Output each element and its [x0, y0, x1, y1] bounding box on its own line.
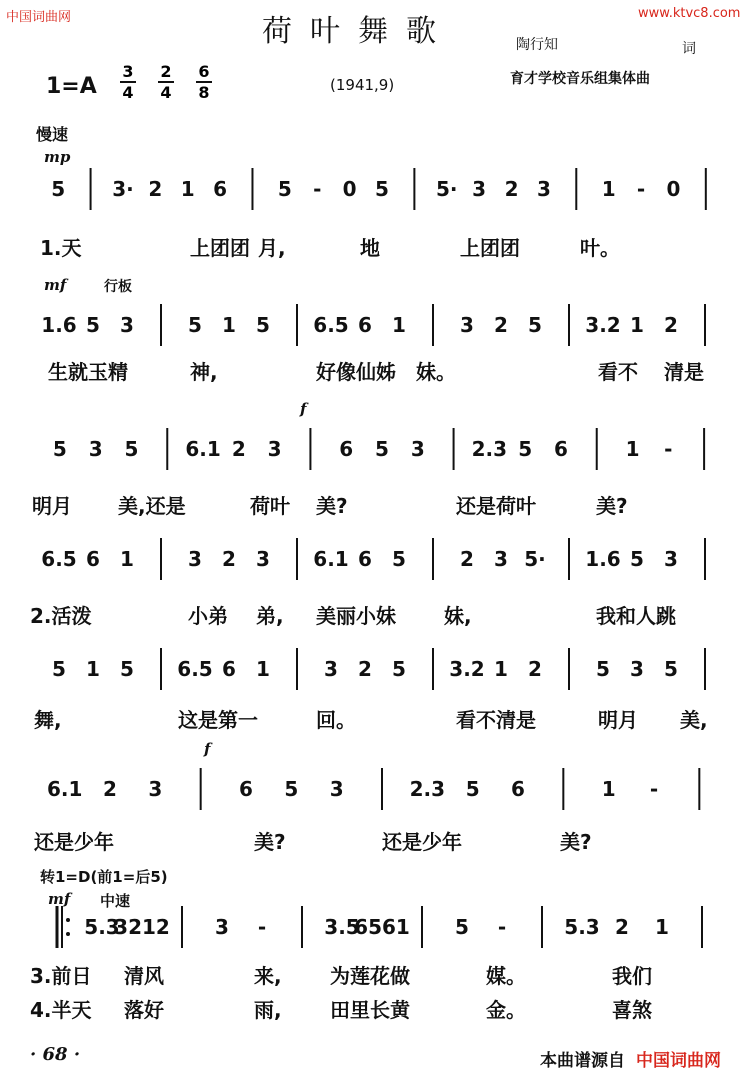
note: 3.2 — [585, 313, 621, 337]
note: 5 — [392, 547, 406, 571]
note: 6 — [222, 657, 236, 681]
note: 3 — [88, 437, 103, 461]
notation-row-2 — [30, 296, 730, 358]
notation-graphic-1 — [30, 160, 730, 222]
note: 1 — [630, 313, 644, 337]
notation-row-6 — [30, 760, 730, 822]
notation-graphic-3 — [30, 420, 730, 482]
note: - — [497, 915, 507, 939]
note: 5· — [524, 547, 546, 571]
note: 6561 — [354, 915, 410, 939]
note: 1 — [601, 177, 616, 201]
lyric-4-5: 妹, — [444, 604, 472, 628]
note: 1 — [222, 313, 236, 337]
note: 6 — [511, 777, 525, 801]
lyric-8-6: 喜煞 — [612, 998, 652, 1022]
note: 6 — [358, 313, 372, 337]
note: - — [257, 915, 267, 939]
note: 0 — [342, 177, 357, 201]
note: 5 — [455, 915, 469, 939]
note: 5 — [664, 657, 678, 681]
notation-graphic-2 — [30, 296, 730, 358]
note: 3 — [329, 777, 344, 801]
note: 1.6 — [585, 547, 621, 571]
notation-graphic-5 — [30, 640, 730, 702]
lyric-3-1: 明月 — [32, 494, 72, 518]
note: 1 — [86, 657, 100, 681]
lyric-3-4: 美? — [316, 494, 348, 518]
note: 3 — [536, 177, 551, 201]
repeat-dot — [66, 918, 70, 922]
note: 1 — [120, 547, 134, 571]
note: 5 — [392, 657, 406, 681]
note: 5 — [465, 777, 480, 801]
note: 3· — [112, 177, 134, 201]
lyric-1-5: 上团团 — [460, 236, 520, 260]
note: 1 — [655, 915, 669, 939]
lyric-4-1: 2.活泼 — [30, 604, 92, 628]
note: - — [636, 177, 646, 201]
note: 5 — [52, 437, 67, 461]
ts3-top: 6 — [198, 62, 210, 81]
note: 5 — [528, 313, 542, 337]
note: 2 — [494, 313, 508, 337]
notation-row-1 — [30, 160, 730, 222]
notation-row-3 — [30, 420, 730, 482]
note: 3 — [324, 657, 338, 681]
ts1-top: 3 — [122, 62, 134, 81]
lyric-1-1: 1.天 — [40, 236, 82, 260]
lyricist: 陶行知 — [516, 37, 558, 53]
lyric-7-6: 我们 — [612, 964, 652, 988]
lyric-7-3: 来, — [254, 964, 282, 988]
date: (1941,9) — [330, 76, 395, 94]
note: 3 — [148, 777, 163, 801]
note: 1 — [601, 777, 616, 801]
note: 5 — [277, 177, 292, 201]
note: 5.3 — [84, 915, 120, 939]
lyric-3-3: 荷叶 — [250, 494, 290, 518]
notation-row-7 — [30, 898, 730, 960]
dynamic-mp: mp — [44, 148, 71, 166]
note: 0 — [666, 177, 681, 201]
lyric-4-6: 我和人跳 — [596, 604, 676, 628]
source-label: 本曲谱源自 — [540, 1051, 625, 1071]
note: 6 — [358, 547, 372, 571]
note: 3.5 — [324, 915, 360, 939]
note: 5 — [375, 177, 389, 201]
note: 3 — [410, 437, 425, 461]
note: 6 — [239, 777, 253, 801]
note: 3 — [630, 657, 644, 681]
composer: 育才学校音乐组集体曲 — [510, 71, 650, 87]
lyric-2-3: 好像仙姊 — [316, 360, 396, 384]
note: 5 — [630, 547, 644, 571]
note: 1 — [625, 437, 640, 461]
lyric-6-1: 还是少年 — [34, 830, 114, 854]
note: 5 — [596, 657, 610, 681]
note: 2 — [103, 777, 117, 801]
lyric-5-4: 看不清是 — [456, 708, 536, 732]
dynamic-f-1: f — [300, 400, 307, 418]
lyric-1-2: 上团团 — [190, 236, 250, 260]
lyric-8-5: 金。 — [486, 998, 526, 1022]
lyric-6-4: 美? — [560, 830, 592, 854]
note: 2.3 — [409, 777, 446, 801]
tempo-moderate: 中速 — [100, 892, 131, 910]
note: 2.3 — [471, 437, 508, 461]
note: 6 — [339, 437, 354, 461]
note: 2 — [615, 915, 629, 939]
lyric-5-2: 这是第一 — [178, 708, 258, 732]
note: 3 — [267, 437, 282, 461]
note: 5 — [284, 777, 299, 801]
lyric-4-4: 美丽小妹 — [316, 604, 396, 628]
note: 2 — [504, 177, 519, 201]
note: 2 — [664, 313, 678, 337]
tempo-andante: 行板 — [104, 279, 132, 295]
note: 6 — [86, 547, 100, 571]
note: 3 — [120, 313, 134, 337]
time-signature-graphic — [118, 62, 228, 102]
note: 1 — [392, 313, 406, 337]
tempo-slow: 慢速 — [36, 125, 69, 144]
note: 2 — [222, 547, 236, 571]
note: 6.5 — [41, 547, 77, 571]
note: 3 — [215, 915, 229, 939]
note: 5 — [124, 437, 139, 461]
lyric-1-4: 地 — [360, 236, 380, 260]
note: 2 — [358, 657, 372, 681]
lyric-1-3: 月, — [258, 236, 286, 260]
ts3-bottom: 8 — [198, 83, 210, 102]
lyric-7-1: 3.前日 — [30, 964, 92, 988]
note: 5 — [518, 437, 533, 461]
note: 5 — [51, 177, 66, 201]
notation-row-4 — [30, 530, 730, 592]
note: 6 — [553, 437, 568, 461]
lyric-5-5: 明月 — [598, 708, 638, 732]
lyric-2-2: 神, — [190, 360, 218, 384]
watermark-right: www.ktvc8.com — [638, 6, 741, 21]
note: 6 — [213, 177, 228, 201]
lyric-8-1: 4.半天 — [30, 998, 92, 1022]
repeat-dot — [66, 932, 70, 936]
note: 6.5 — [177, 657, 213, 681]
lyric-7-2: 清风 — [124, 964, 164, 988]
watermark-left: 中国词曲网 — [6, 10, 72, 25]
lyric-8-4: 田里长黄 — [330, 998, 410, 1022]
note: 5 — [86, 313, 100, 337]
lyric-2-6: 清是 — [664, 360, 704, 384]
lyric-6-2: 美? — [254, 830, 286, 854]
lyric-1-6: 叶。 — [580, 236, 620, 260]
note: 5.3 — [564, 915, 600, 939]
note: 1 — [494, 657, 508, 681]
lyric-3-6: 美? — [596, 494, 628, 518]
song-title: 荷叶舞歌 — [262, 14, 454, 49]
note: 3.2 — [449, 657, 485, 681]
lyric-2-4: 妹。 — [416, 360, 456, 384]
note: 5 — [52, 657, 66, 681]
lyric-8-3: 雨, — [254, 998, 282, 1022]
note: 2 — [460, 547, 474, 571]
note: 3 — [460, 313, 474, 337]
dynamic-f-2: f — [204, 740, 211, 758]
note: 1 — [256, 657, 270, 681]
notation-graphic-7 — [30, 898, 730, 960]
lyric-2-1: 生就玉精 — [48, 360, 128, 384]
lyric-7-5: 媒。 — [486, 964, 526, 988]
key-signature: 1=A — [46, 74, 97, 99]
lyric-5-3: 回。 — [316, 708, 356, 732]
lyric-8-2: 落好 — [124, 998, 164, 1022]
modulation: 转1=D(前1=后5) — [40, 868, 168, 886]
dynamic-mf-2: mf — [48, 890, 71, 908]
note: 3 — [494, 547, 508, 571]
lyric-2-5: 看不 — [598, 360, 638, 384]
ts2-bottom: 4 — [160, 83, 172, 102]
note: 6.5 — [313, 313, 349, 337]
lyric-5-1: 舞, — [34, 708, 62, 732]
note: 3 — [664, 547, 678, 571]
note: 3212 — [114, 915, 170, 939]
note: 2 — [148, 177, 163, 201]
notation-graphic-6 — [30, 760, 730, 822]
dynamic-mf-1: mf — [44, 276, 67, 294]
notation-graphic-4 — [30, 530, 730, 592]
notation-row-5 — [30, 640, 730, 702]
note: 2 — [231, 437, 246, 461]
note: 5· — [436, 177, 458, 201]
note: 5 — [120, 657, 134, 681]
note: 1.6 — [41, 313, 77, 337]
note: 5 — [256, 313, 270, 337]
note: 3 — [188, 547, 202, 571]
lyric-3-5: 还是荷叶 — [456, 494, 536, 518]
lyric-3-2: 美,还是 — [118, 494, 186, 518]
note: 3 — [472, 177, 487, 201]
ts2-top: 2 — [160, 62, 172, 81]
note: 5 — [375, 437, 389, 461]
note: - — [649, 777, 659, 801]
note: 6.1 — [185, 437, 221, 461]
source-site: 中国词曲网 — [636, 1051, 721, 1071]
note: 5 — [188, 313, 202, 337]
ts1-bottom: 4 — [122, 83, 134, 102]
lyricist-role: 词 — [682, 41, 696, 57]
lyric-6-3: 还是少年 — [382, 830, 462, 854]
note: 6.1 — [46, 777, 83, 801]
time-signatures — [118, 62, 228, 102]
lyric-5-6: 美, — [680, 708, 708, 732]
note: 2 — [528, 657, 542, 681]
note: 6.1 — [313, 547, 349, 571]
lyric-4-3: 弟, — [256, 604, 284, 628]
page-number: · 68 · — [30, 1044, 81, 1065]
lyric-4-2: 小弟 — [188, 604, 228, 628]
note: 1 — [180, 177, 195, 201]
lyric-7-4: 为莲花做 — [330, 964, 410, 988]
note: - — [313, 177, 322, 201]
note: 3 — [256, 547, 270, 571]
note: - — [664, 437, 673, 461]
